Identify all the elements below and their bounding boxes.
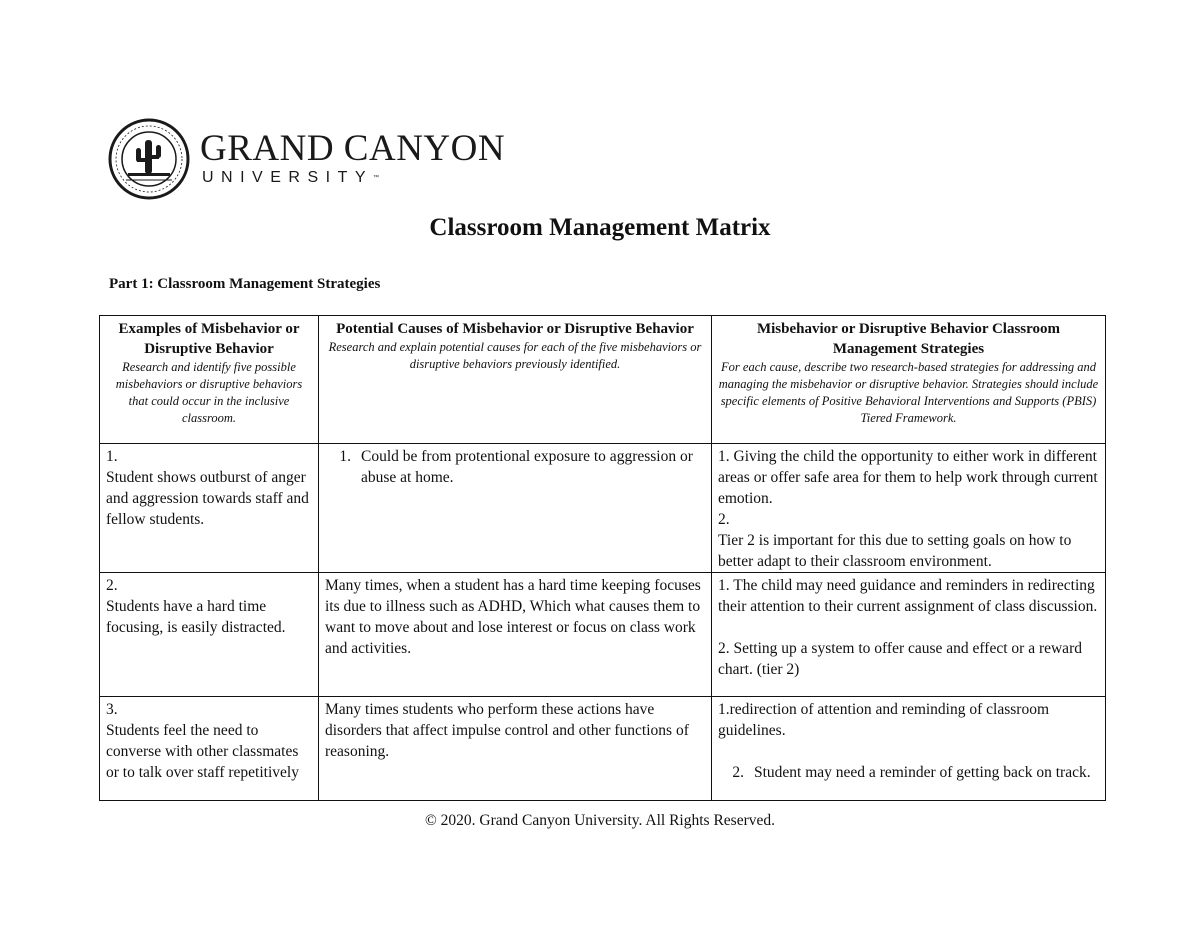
strategy-two: 2. Setting up a system to offer cause and effect or a reward chart. (tier 2) — [718, 640, 1082, 678]
list-item — [325, 446, 705, 488]
page-title: Classroom Management Matrix — [429, 214, 771, 241]
strategy-one: 1. Giving the child the opportunity to either work in different areas or offer safe area for them to help work through current emotion. — [718, 448, 1098, 507]
example-number: 2. — [106, 577, 118, 594]
example-text: Student shows outburst of anger and aggression towards staff and fellow students. — [106, 469, 309, 528]
header-cell-strategies — [712, 316, 1106, 444]
strategy-two: Tier 2 is important for this due to setting goals on how to better adapt to their classroom environment. — [718, 532, 1072, 570]
strategy-one: 1.redirection of attention and reminding of classroom guidelines. — [718, 701, 1050, 739]
header-subtitle: Research and identify five possible misbehaviors or disruptive behaviors that could occur in the inclusive classroom. — [115, 360, 303, 425]
university-wordmark — [200, 130, 505, 188]
wordmark-name: GRAND CANYON — [200, 128, 506, 169]
strategy-two-number: 2. — [718, 511, 730, 528]
header-title: Misbehavior or Disruptive Behavior Classroom Management Strategies — [756, 321, 1061, 357]
wordmark-university: UNIVERSITY™ — [202, 169, 380, 186]
strategy-one: 1. The child may need guidance and reminders in redirecting their attention to their current assignment of class discussion. — [718, 577, 1098, 615]
spacer — [718, 741, 1099, 762]
gcu-logo — [108, 118, 505, 200]
list-number: 2. — [732, 764, 744, 781]
strategy-cell — [712, 444, 1106, 573]
cause-text: Many times, when a student has a hard time keeping focuses its due to illness such as ADHD, Which what causes them to want to move about and lose interest or focus on class work and activities. — [325, 577, 701, 657]
example-number: 1. — [106, 448, 118, 465]
header-cell-causes — [319, 316, 712, 444]
cause-cell — [319, 573, 712, 697]
header-cell-examples — [100, 316, 319, 444]
strategy-two: Student may need a reminder of getting back on track. — [754, 764, 1091, 781]
spacer — [718, 617, 1099, 638]
example-text: Students have a hard time focusing, is easily distracted. — [106, 598, 286, 636]
cause-text: Many times students who perform these actions have disorders that affect impulse control and other functions of reasoning. — [325, 701, 689, 760]
header-title: Examples of Misbehavior or Disruptive Behavior — [118, 321, 300, 357]
cause-cell — [319, 444, 712, 573]
example-number: 3. — [106, 701, 118, 718]
strategy-cell — [712, 697, 1106, 801]
example-cell — [100, 573, 319, 697]
example-cell — [100, 444, 319, 573]
example-text: Students feel the need to converse with other classmates or to talk over staff repetitively — [106, 722, 299, 781]
list-item — [718, 762, 1099, 783]
classroom-management-matrix — [99, 315, 1106, 801]
header-title: Potential Causes of Misbehavior or Disruptive Behavior — [336, 321, 694, 337]
cause-cell — [319, 697, 712, 801]
cause-text: Could be from protentional exposure to aggression or abuse at home. — [361, 448, 693, 486]
table-row — [100, 573, 1106, 697]
university-seal-icon — [108, 118, 190, 200]
table-row — [100, 697, 1106, 801]
header-row — [100, 316, 1106, 444]
header-subtitle: Research and explain potential causes for each of the five misbehaviors or disruptive behaviors previously identified. — [328, 340, 702, 371]
strategy-cell — [712, 573, 1106, 697]
example-cell — [100, 697, 319, 801]
table-row — [100, 444, 1106, 573]
copyright-footer: © 2020. Grand Canyon University. All Rights Reserved. — [424, 812, 775, 829]
header-subtitle: For each cause, describe two research-based strategies for addressing and managing the misbehavior or disruptive behavior. Strategies should include specific elements of Positive Behavioral Interventions and Supports (PBIS) Tiered Framework. — [718, 360, 1099, 425]
list-number: 1. — [339, 448, 351, 465]
part-heading: Part 1: Classroom Management Strategies — [109, 276, 381, 292]
